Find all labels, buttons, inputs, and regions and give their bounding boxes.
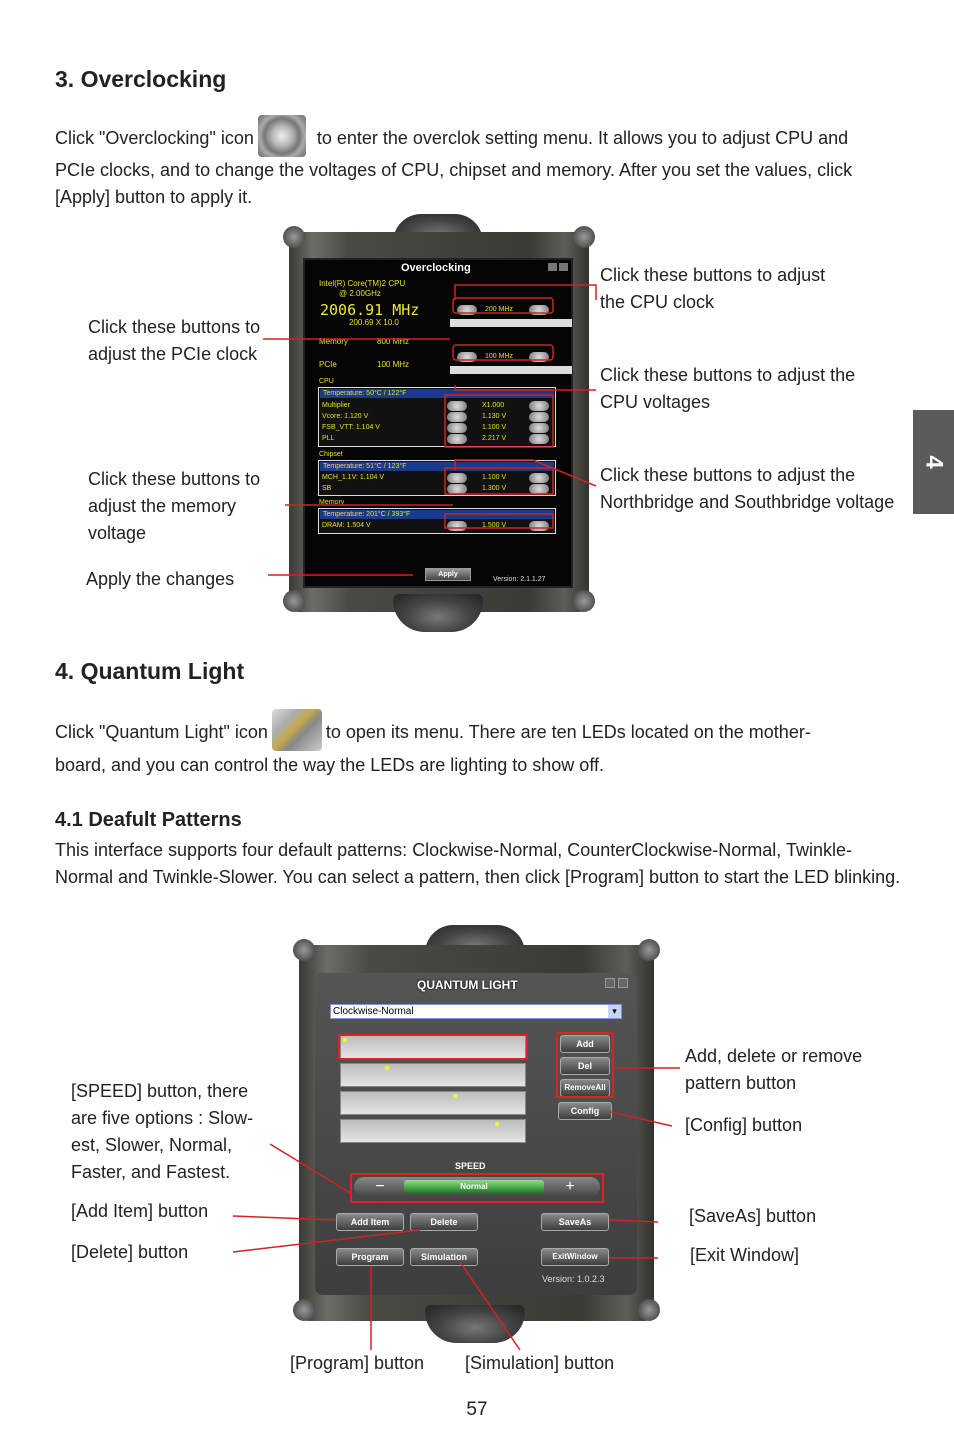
- cpu-clock-up-button[interactable]: [529, 305, 549, 315]
- callout-cpu-clock: Click these buttons to adjust the CPU clock: [600, 265, 826, 312]
- remove-all-button[interactable]: RemoveAll: [560, 1079, 610, 1097]
- close-button[interactable]: [618, 978, 628, 988]
- multiplier-up-button[interactable]: [529, 401, 549, 411]
- led-lane[interactable]: [340, 1091, 526, 1115]
- callout-apply: Apply the changes: [86, 569, 235, 589]
- led-dot: [495, 1122, 499, 1126]
- quantum-light-intro-line2: board, and you can control the way the LEDs are lighting to show off.: [55, 755, 604, 775]
- add-item-button[interactable]: Add Item: [336, 1213, 404, 1231]
- saveas-button[interactable]: SaveAs: [541, 1213, 609, 1231]
- sb-up-button[interactable]: [529, 484, 549, 494]
- delete-item-button[interactable]: Delete: [410, 1213, 478, 1231]
- delete-pattern-button[interactable]: Del: [560, 1057, 610, 1075]
- speed-label: SPEED: [455, 1161, 486, 1171]
- section-heading-quantum-light: 4. Quantum Light: [55, 658, 245, 684]
- pcie-clock-up-button[interactable]: [529, 352, 549, 362]
- callout-exit: [Exit Window]: [690, 1245, 800, 1265]
- memory-voltage-group: Temperature: 201°C / 393°F DRAM: 1.504 V 1.500 V: [318, 508, 556, 534]
- callout-config: [Config] button: [685, 1115, 803, 1135]
- program-button[interactable]: Program: [336, 1248, 404, 1266]
- apply-button[interactable]: Apply: [425, 568, 471, 581]
- fsb-vtt-up-button[interactable]: [529, 423, 549, 433]
- multiplier-down-button[interactable]: [447, 401, 467, 411]
- minimize-button[interactable]: [605, 978, 615, 988]
- mch-up-button[interactable]: [529, 473, 549, 483]
- cpu-clock-slider[interactable]: [450, 319, 572, 327]
- dram-down-button[interactable]: [447, 521, 467, 531]
- cpu-frequency: 2006.91 MHz: [320, 301, 420, 319]
- minimize-button[interactable]: [548, 263, 557, 271]
- chapter-tab: 4: [913, 410, 954, 514]
- speed-value: Normal: [404, 1180, 544, 1193]
- fsb-vtt-down-button[interactable]: [447, 423, 467, 433]
- add-pattern-button[interactable]: Add: [560, 1035, 610, 1053]
- default-patterns-text: This interface supports four default patterns: Clockwise-Normal, CounterClockwise-Normal, Twinkle-Normal and Twinkle-Slower. You can select a pattern, then click [Program] button to start the LED blinking.: [55, 840, 901, 887]
- vcore-down-button[interactable]: [447, 412, 467, 422]
- chipset-voltage-group: Temperature: 51°C / 123°F MCH_1.1V: 1.104 V SB 1.100 V 1.300 V: [318, 460, 556, 496]
- close-button[interactable]: [559, 263, 568, 271]
- section-heading-default-patterns: 4.1 Deafult Patterns: [55, 809, 242, 831]
- simulation-button[interactable]: Simulation: [410, 1248, 478, 1266]
- section-heading-overclocking: 3. Overclocking: [55, 66, 227, 92]
- speed-increase-button[interactable]: +: [565, 1178, 575, 1195]
- window-title: Overclocking: [401, 262, 471, 274]
- speed-decrease-button[interactable]: −: [375, 1178, 385, 1195]
- sb-down-button[interactable]: [447, 484, 467, 494]
- callout-nb-sb: Click these buttons to adjust the Northbridge and Southbridge voltage: [600, 465, 895, 512]
- overclocking-window: Overclocking Intel(R) Core(TM)2 CPU @ 2.00GHz 2006.91 MHz 200.69 X 10.0 200 MHz Memory 800 MHz PCIe 100 MHz 100 MHz CPU Temperature: 50°C / 122°F Multiplier Vcore: 1.120 V FSB_VTT: 1.104 V PLL X1.000 1.130 V 1.100 V 2.217 V Chipset Temperature: 51°C / 123°F MCH_1.1V: 1.104 V SB 1.100 V 1.300 V Memory Temperature: 201°C / 393°F DRAM: 1.504 V 1.500 V Apply Version: 2.1.1.27: [283, 214, 595, 632]
- cpu-voltage-group: Temperature: 50°C / 122°F Multiplier Vcore: 1.120 V FSB_VTT: 1.104 V PLL X1.000 1.130 V 1.100 V 2.217 V: [318, 387, 556, 447]
- exit-window-button[interactable]: ExitWindow: [541, 1248, 609, 1266]
- pcie-clock-down-button[interactable]: [457, 352, 477, 362]
- led-lane[interactable]: [340, 1119, 526, 1143]
- overclocking-intro: Click "Overclocking" icon to enter the overclok setting menu. It allows you to adjust CPU and PCIe clocks, and to change the voltages of CPU, chipset and memory. After you set the values, click [Apply] button to apply it.: [55, 121, 885, 211]
- callout-delete: [Delete] button: [71, 1242, 189, 1262]
- config-button[interactable]: Config: [558, 1102, 612, 1120]
- callout-saveas: [SaveAs] button: [689, 1206, 817, 1226]
- dram-up-button[interactable]: [529, 521, 549, 531]
- callout-memory: Click these buttons to adjust the memory voltage: [88, 469, 261, 543]
- led-dot: [385, 1066, 389, 1070]
- callout-pcie: Click these buttons to adjust the PCIe clock: [88, 317, 261, 364]
- callout-add-item: [Add Item] button: [71, 1201, 209, 1221]
- vcore-up-button[interactable]: [529, 412, 549, 422]
- pcie-clock-slider[interactable]: [450, 366, 572, 374]
- ql-version: Version: 1.0.2.3: [542, 1274, 605, 1284]
- led-lane[interactable]: [340, 1063, 526, 1087]
- chevron-down-icon[interactable]: ▾: [608, 1005, 621, 1018]
- callout-cpu-voltages: Click these buttons to adjust the CPU voltages: [600, 365, 856, 412]
- overclocking-icon: [258, 115, 306, 157]
- window-title: QUANTUM LIGHT: [417, 978, 518, 992]
- pll-down-button[interactable]: [447, 434, 467, 444]
- quantum-light-intro: Click "Quantum Light" icon to open its menu. There are ten LEDs located on the mother-: [55, 715, 915, 751]
- callout-program: [Program] button: [290, 1353, 425, 1373]
- pattern-select[interactable]: Clockwise-Normal ▾: [330, 1004, 622, 1019]
- quantum-light-icon: [272, 709, 322, 751]
- callout-add-delete: Add, delete or remove pattern button: [685, 1046, 863, 1093]
- mch-down-button[interactable]: [447, 473, 467, 483]
- pll-up-button[interactable]: [529, 434, 549, 444]
- led-dot: [453, 1094, 457, 1098]
- cpu-clock-down-button[interactable]: [457, 305, 477, 315]
- callout-simulation: [Simulation] button: [465, 1353, 615, 1373]
- callout-speed: [SPEED] button, there are five options : Slow-est, Slower, Normal, Faster, and Fastest.: [71, 1081, 254, 1182]
- page-number: 57: [466, 1399, 488, 1420]
